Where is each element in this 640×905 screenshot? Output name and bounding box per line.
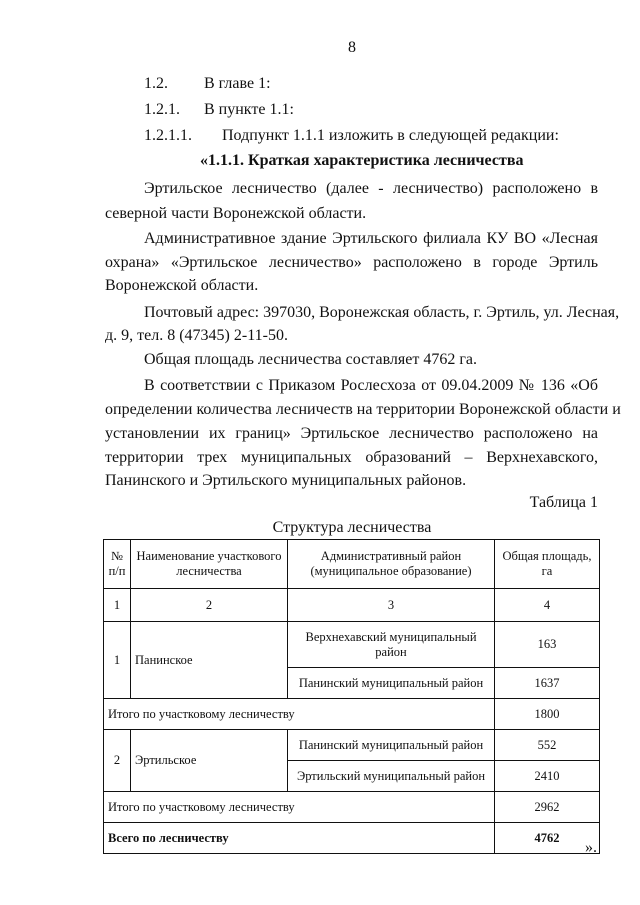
clause-text-1-2-1-1: Подпункт 1.1.1 изложить в следующей редакции: [222,127,559,144]
header-name: Наименование участкового лесничества [131,540,288,589]
group1-subtotal-label: Итого по участковому лесничеству [104,699,495,730]
group1-subtotal-value: 1800 [495,699,600,730]
clause-text-1-2: В главе 1: [204,75,271,92]
paragraph-b-line-3: Воронежской области. [105,277,259,294]
group2-subtotal-value: 2962 [495,792,600,823]
total-row [104,823,600,854]
group1-num: 1 [104,622,131,699]
group2-subtotal-label: Итого по участковому лесничеству [104,792,495,823]
paragraph-e-line-3: установлении их границ» Эртильское лесничество расположено на [105,425,598,442]
clause-number-1-2-1: 1.2.1. [144,101,180,118]
group1-row2-area: 1637 [495,668,600,699]
paragraph-a-line-2: северной части Воронежской области. [105,205,367,222]
paragraph-c-line-2: д. 9, тел. 8 (47345) 2-11-50. [105,327,288,344]
page-number: 8 [348,39,356,56]
group1-row1-district: Верхнехавский муниципальный район [288,622,495,668]
group2-row1-district: Панинский муниципальный район [288,730,495,761]
group2-num: 2 [104,730,131,792]
col-number: 2 [131,589,288,622]
group2-row2-district: Эртильский муниципальный район [288,761,495,792]
total-value: 4762 [495,823,600,854]
header-area: Общая площадь, га [495,540,600,589]
subtotal-row [104,792,600,823]
column-number-row [104,589,600,622]
header-district: Административный район (муниципальное образование) [288,540,495,589]
group2-row2-area: 2410 [495,761,600,792]
paragraph-c-line-1: Почтовый адрес: 397030, Воронежская область, г. Эртиль, ул. Лесная, [144,304,620,321]
clause-number-1-2-1-1: 1.2.1.1. [144,127,192,144]
clause-text-1-2-1: В пункте 1.1: [204,101,294,118]
group2-name: Эртильское [131,730,288,792]
paragraph-e-line-2: определении количества лесничеств на территории Воронежской области и [105,401,621,418]
table-caption: Структура лесничества [272,519,432,536]
col-number: 4 [495,589,600,622]
table-row [104,730,600,761]
clause-number-1-2: 1.2. [144,75,168,92]
group2-row1-area: 552 [495,730,600,761]
table-row [104,622,600,668]
closing-mark: ». [585,839,597,856]
paragraph-e-line-4: территории трех муниципальных образований – Верхнехавского, [105,449,598,466]
group1-row2-district: Панинский муниципальный район [288,668,495,699]
total-label: Всего по лесничеству [104,823,495,854]
paragraph-e-line-5: Панинского и Эртильского муниципальных районов. [105,472,467,489]
table-header-row [104,540,600,589]
group1-name: Панинское [131,622,288,699]
paragraph-b-line-2: охрана» «Эртильское лесничество» расположено в городе Эртиль [105,254,598,271]
forestry-structure-table [103,539,600,854]
subtotal-row [104,699,600,730]
col-number: 3 [288,589,495,622]
paragraph-e-line-1: В соответствии с Приказом Рослесхоза от 09.04.2009 № 136 «Об [144,377,598,394]
table-label: Таблица 1 [529,494,598,511]
section-heading: «1.1.1. Краткая характеристика лесничества [200,152,524,169]
group1-row1-area: 163 [495,622,600,668]
paragraph-d-line-1: Общая площадь лесничества составляет 4762 га. [144,351,478,368]
paragraph-b-line-1: Административное здание Эртильского филиала КУ ВО «Лесная [144,230,598,247]
col-number: 1 [104,589,131,622]
paragraph-a-line-1: Эртильское лесничество (далее - лесничество) расположено в [144,180,598,197]
header-num: № п/п [104,540,131,589]
